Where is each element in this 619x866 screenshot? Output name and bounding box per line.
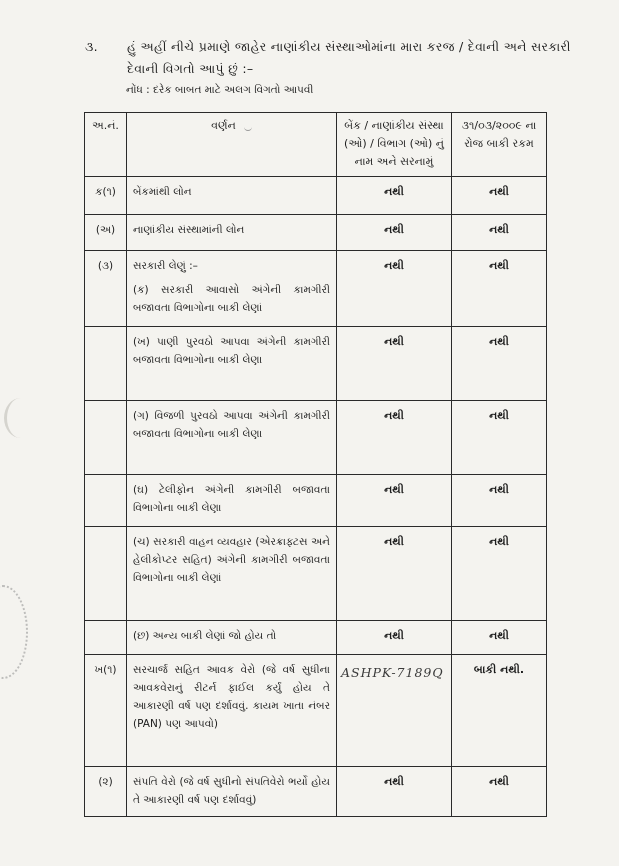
row-balance: નથી xyxy=(452,621,547,655)
row-description: (ઘ) ટેલીફોન અંગેની કામગીરી બજાવતા વિભાગોના બાકી લેણા xyxy=(127,475,337,527)
table-row xyxy=(85,621,547,655)
table-row xyxy=(85,251,547,327)
row-description: (ચ) સરકારી વાહન વ્યવહાર (એરક્રાફ્ટસ અને હેલીકોપ્ટર સહિત) અંગેની કામગીરી બજાવતા વિભાગોના બાકી લેણાં xyxy=(127,527,337,621)
row-number xyxy=(85,327,127,401)
table-row xyxy=(85,475,547,527)
header-institution: બેંક / નાણાંકીય સંસ્થા (ઓ) / વિભાગ (ઓ) નું નામ અને સરનામું xyxy=(337,113,452,177)
row-description: નાણાંકીય સંસ્થામાંની લોન xyxy=(127,215,337,251)
row-institution: નથી xyxy=(337,527,452,621)
row-number: (૩) xyxy=(85,251,127,327)
row-institution: નથી xyxy=(337,251,452,327)
row-balance: નથી xyxy=(452,475,547,527)
row-balance: નથી xyxy=(452,177,547,215)
row-number xyxy=(85,527,127,621)
row-number xyxy=(85,621,127,655)
header-description xyxy=(127,113,337,177)
row-balance: નથી xyxy=(452,767,547,817)
row-description-sub: (ક) સરકારી આવાસો અંગેની કામગીરી બજાવતા વિભાગોના બાકી લેણાં xyxy=(133,284,330,314)
header-description-label: વર્ણન xyxy=(211,119,236,132)
table-row xyxy=(85,767,547,817)
row-number: ખ(૧) xyxy=(85,655,127,767)
table-row xyxy=(85,401,547,475)
row-description: (ગ) વિજળી પુરવઠો આપવા અંગેની કામગીરી બજાવતા વિભાગોના બાકી લેણા xyxy=(127,401,337,475)
row-balance: બાકી નથી. xyxy=(452,655,547,767)
header-balance: ૩૧/૦૩/૨૦૦૯ ના રોજ બાકી રકમ xyxy=(452,113,547,177)
row-number: ક(૧) xyxy=(85,177,127,215)
row-description: (ખ) પાણી પુરવઠો આપવા અંગેની કામગીરી બજાવતા વિભાગોના બાકી લેણા xyxy=(127,327,337,401)
note-text: નોંધ : દરેક બાબત માટે અલગ વિગતો આપવી xyxy=(126,84,314,96)
row-pan-handwritten: ASHPK-7189Q xyxy=(337,655,452,767)
row-institution: નથી xyxy=(337,475,452,527)
liabilities-table xyxy=(84,112,547,817)
row-number: (૨) xyxy=(85,767,127,817)
stamp-seal xyxy=(0,585,28,679)
lamp-emblem-icon xyxy=(244,122,252,131)
row-description: (છ) અન્ય બાકી લેણાં જો હોય તો xyxy=(127,621,337,655)
row-description: બેંકમાંથી લોન xyxy=(127,177,337,215)
row-institution: નથી xyxy=(337,327,452,401)
row-balance: નથી xyxy=(452,401,547,475)
table-row xyxy=(85,177,547,215)
row-balance: નથી xyxy=(452,215,547,251)
row-institution: નથી xyxy=(337,401,452,475)
section-heading xyxy=(85,36,595,80)
table-row xyxy=(85,527,547,621)
table-row xyxy=(85,215,547,251)
row-number: (અ) xyxy=(85,215,127,251)
section-number: ૩. xyxy=(85,39,98,54)
row-description-title: સરકારી લેણું :– xyxy=(133,260,198,272)
row-institution: નથી xyxy=(337,215,452,251)
row-balance: નથી xyxy=(452,527,547,621)
table-row xyxy=(85,655,547,767)
section-text: હું અહીં નીચે પ્રમાણે જાહેર નાણાંકીય સંસ્થાઓમાંના મારા કરજ / દેવાની અને સરકારી દેવાની વિગતો આપું છું :– xyxy=(127,39,571,76)
row-description: સંપતિ વેરો (જે વર્ષ સુધીનો સંપતિવેરો ભર્યો હોય તે આકારણી વર્ષ પણ દર્શાવવું) xyxy=(127,767,337,817)
row-balance: નથી xyxy=(452,251,547,327)
row-balance: નથી xyxy=(452,327,547,401)
row-number xyxy=(85,475,127,527)
table-row xyxy=(85,327,547,401)
table-header-row xyxy=(85,113,547,177)
row-number xyxy=(85,401,127,475)
row-institution: નથી xyxy=(337,621,452,655)
row-institution: નથી xyxy=(337,177,452,215)
row-description: સરચાર્જ સહિત આવક વેરો (જે વર્ષ સુધીના આવકવેરાનું રીટર્ન ફાઈલ કર્યું હોય તે આકારણી વર્ષ પણ દર્શાવવું. કાયમ ખાતા નંબર (PAN) પણ આપવો) xyxy=(127,655,337,767)
scan-artifact xyxy=(4,398,37,438)
header-sr: અ.નં. xyxy=(85,113,127,177)
row-description xyxy=(127,251,337,327)
row-institution: નથી xyxy=(337,767,452,817)
